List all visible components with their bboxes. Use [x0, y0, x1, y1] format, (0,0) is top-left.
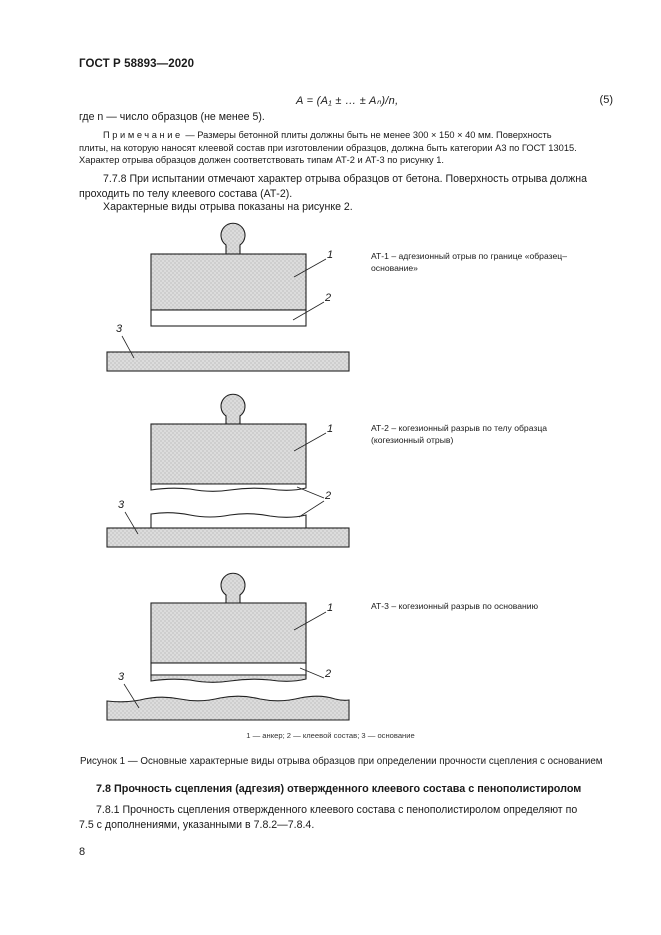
- at3-adhesive-layer: [151, 663, 306, 675]
- at3-description-line-1: АТ-3 – когезионный разрыв по основанию: [371, 601, 539, 611]
- at1-description: [371, 251, 567, 274]
- at2-adhesive-bottom: [151, 513, 306, 528]
- at2-leader-2a: [297, 487, 324, 498]
- paragraph-7-8-1: [79, 803, 619, 832]
- at1-description-line-2: основание»: [371, 262, 418, 273]
- note-line-3: Характер отрыва образцов должен соответствовать типам АТ-2 и АТ-3 по рисунку 1.: [79, 155, 445, 165]
- at2-label-anchor: 1: [327, 423, 334, 435]
- at1-description-line-1: АТ-1 – адгезионный отрыв по границе «образец–: [371, 251, 567, 261]
- diagram-at1: [107, 223, 349, 371]
- figure-caption: Рисунок 1 — Основные характерные виды отрыва образцов при определении прочности сцепления с основанием: [80, 756, 603, 767]
- at3-label-base: 3: [118, 671, 125, 683]
- at1-base: [107, 352, 349, 371]
- at1-label-adhesive: 2: [325, 292, 332, 304]
- at3-description: [371, 601, 538, 613]
- at2-leader-2b: [299, 501, 324, 517]
- formula-number: (5): [599, 94, 613, 106]
- note-line-2: плиты, на которую наносят клеевой состав при изготовлении образцов, должна быть категории А3 по ГОСТ 13015.: [79, 142, 577, 153]
- paragraph-7-8-1-line-2: 7.5 с дополнениями, указанными в 7.8.2—7.8.4.: [79, 818, 315, 831]
- paragraph-7-8-1-line-1: 7.8.1 Прочность сцепления отвержденного клеевого состава с пенополистиролом определяют по: [96, 804, 578, 816]
- section-7-8-title: 7.8 Прочность сцепления (адгезия) отвержденного клеевого состава с пенополистиролом: [96, 783, 582, 795]
- at2-description-line-2: (когезионный отрыв): [371, 434, 454, 445]
- note-label: Примечание: [103, 130, 183, 140]
- note-line-1: — Размеры бетонной плиты должны быть не менее 300 × 150 × 40 мм. Поверхность: [182, 130, 552, 140]
- paragraph-7-7-8-line-1: 7.7.8 При испытании отмечают характер отрыва образцов от бетона. Поверхность отрыва должна: [103, 173, 587, 185]
- at3-base: [107, 696, 349, 720]
- at2-specimen: [151, 424, 306, 484]
- at1-specimen: [151, 254, 306, 310]
- diagram-at2: [107, 394, 349, 547]
- at1-label-anchor: 1: [327, 249, 334, 261]
- at1-label-base: 3: [116, 323, 123, 335]
- at2-label-adhesive: 2: [325, 490, 332, 502]
- at3-base-fragment: [151, 675, 306, 682]
- at3-label-anchor: 1: [327, 602, 334, 614]
- at2-label-base: 3: [118, 499, 125, 511]
- diagram-at3: [107, 573, 349, 720]
- at3-label-adhesive: 2: [325, 668, 332, 680]
- at2-anchor: [221, 394, 245, 425]
- formula-5: A = (A₁ ± … ± Aₙ)/n,: [296, 95, 399, 107]
- at2-base: [107, 528, 349, 547]
- at3-specimen: [151, 603, 306, 663]
- at1-anchor: [221, 223, 245, 255]
- where-line: где n — число образцов (не менее 5).: [79, 111, 265, 123]
- page-header: ГОСТ Р 58893—2020: [79, 58, 195, 70]
- page-number: 8: [79, 846, 86, 858]
- at1-adhesive-layer: [151, 310, 306, 326]
- at3-anchor: [221, 573, 245, 604]
- at2-adhesive-top: [151, 484, 306, 491]
- paragraph-7-7-8-line-2: проходить по телу клеевого состава (АТ-2).: [79, 187, 293, 200]
- at2-description: [371, 423, 547, 446]
- figure-legend: 1 — анкер; 2 — клеевой состав; 3 — основание: [246, 731, 415, 740]
- paragraph-figure-ref: Характерные виды отрыва показаны на рисунке 2.: [103, 201, 353, 213]
- at2-description-line-1: АТ-2 – когезионный разрыв по телу образца: [371, 423, 548, 433]
